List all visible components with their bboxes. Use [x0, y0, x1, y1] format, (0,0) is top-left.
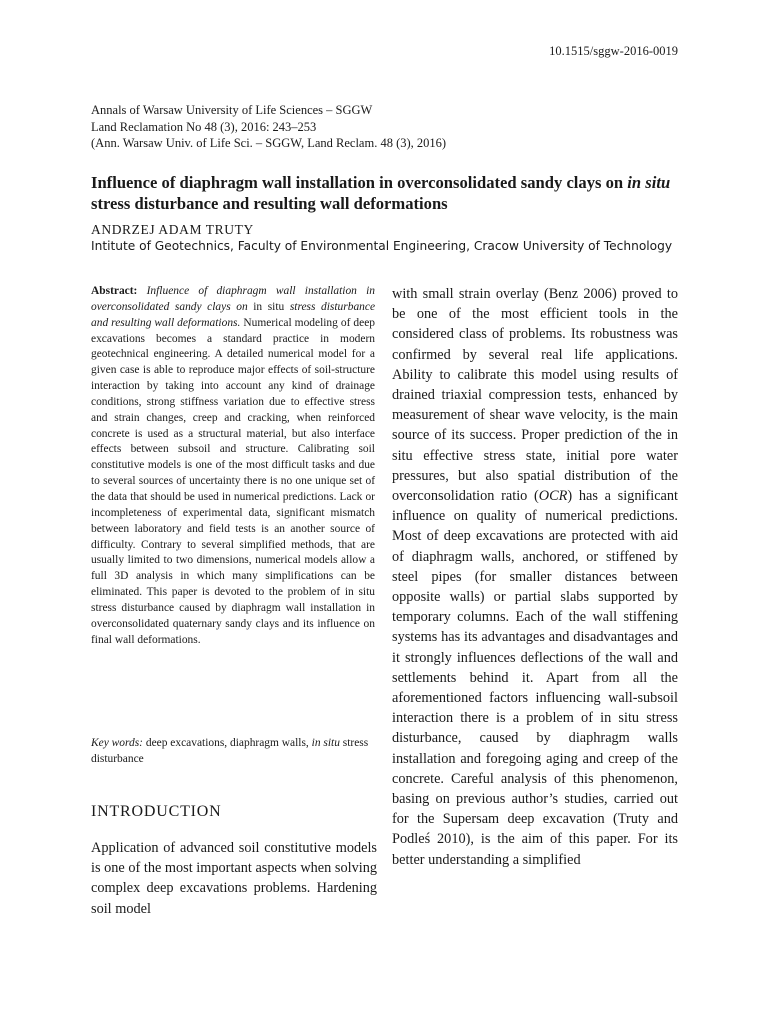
ocr-abbrev: OCR: [538, 488, 568, 505]
right-text-1: with small strain overlay (Benz 2006) proved to be one of the most efficient tools in the considered class of problems. Its robustness was confirmed by several real life applications. Ability to calibrate this model using results of drained triaxial compression tests, enhanced by measurement of shear wave velocity, is the main source of its success. Proper prediction of the in situ effective stress state, initial pore water pressures, but also spatial distribution of the overconsolidation ratio (: [392, 286, 678, 505]
keywords-label: Key words:: [91, 737, 143, 749]
section-heading-introduction: INTRODUCTION: [91, 803, 222, 820]
keywords-italic: in situ: [311, 737, 340, 749]
abstract-title-italic: Influence of diaphragm wall installation in overconsolidated sandy clays on: [91, 285, 376, 313]
intro-paragraph: Application of advanced soil constitutive models is one of the most important aspects when solving complex deep excavations problems. Hardening soil model: [91, 840, 377, 917]
keywords-text: deep excavations, diaphragm walls,: [145, 737, 309, 749]
right-text-2: ) has a significant influence on quality of numerical predictions. Most of deep excavations are protected with aid of diaphragm walls, anchored, or stiffened by steel pipes (for smaller distances between opposite walls) or partial slabs supported by temporary columns. Each of the wall stiffening systems has its advantages and disadvantages and it strongly influences deflections of the wall and settlements behind it. Apart from all the aforementioned factors influencing wall-subsoil interaction there is a problem of in situ stress disturbance, caused by diaphragm walls installation and foregoing aging and creep of the concrete. Careful analysis of this phenomenon, basing on previous author’s studies, carried out for the Supersam deep excavation (Truty and Podleś 2010), is the aim of this paper. For its better understanding a simplified: [392, 488, 678, 868]
abstract-in-situ: in situ: [253, 300, 285, 313]
abstract: [91, 284, 375, 648]
title-italic: in situ: [627, 173, 671, 192]
journal-line-1: Annals of Warsaw University of Life Sciences – SGGW: [91, 103, 373, 117]
abstract-label: Abstract:: [91, 285, 138, 297]
title-part-2: stress disturbance and resulting wall deformations: [91, 194, 448, 213]
journal-citation: [91, 102, 446, 152]
author-name: ANDRZEJ ADAM TRUTY: [91, 222, 254, 237]
keywords: [91, 736, 375, 768]
title-part-1: Influence of diaphragm wall installation in overconsolidated sandy clays on: [91, 173, 628, 192]
keywords-tail: stress disturbance: [91, 737, 369, 765]
abstract-title-italic-2: stress disturbance and resulting wall deformations.: [91, 300, 376, 329]
affiliation: Intitute of Geotechnics, Faculty of Environmental Engineering, Cracow University of Technology: [91, 239, 673, 253]
journal-line-3: (Ann. Warsaw Univ. of Life Sci. – SGGW, Land Reclam. 48 (3), 2016): [91, 136, 447, 150]
right-column-text: [392, 284, 678, 870]
abstract-body: Numerical modeling of deep excavations becomes a standard practice in modern geotechnical engineering. A detailed numerical model for a given case is able to reproduce major effects of soil-structure interaction by taking into account any kind of drainage conditions, strong stiffness variation due to effective stress and strain changes, creep and cracking, when reinforced concrete is used as a structural material, but also interface effects between subsoil and structure. Calibrating soil constitutive models is one of the most difficult tasks and due to several sources of uncertainty there is no one unique set of the data that should be used in numerical predictions. Lack or incompleteness of experimental data, significant mismatch between laboratory and field tests is an another source of difficulty. Contrary to several simplified methods, that are usually limited to two dimensions, numerical models allow a full 3D analysis in which many simplifications can be eliminated. This paper is devoted to the problem of in situ stress disturbance caused by diaphragm wall installation in overconsolidated quaternary sandy clays and its influence on final wall deformations.: [91, 316, 376, 646]
journal-line-2: Land Reclamation No 48 (3), 2016: 243–253: [91, 119, 317, 134]
doi: 10.1515/sggw-2016-0019: [549, 44, 678, 58]
paper-title: [91, 172, 681, 214]
